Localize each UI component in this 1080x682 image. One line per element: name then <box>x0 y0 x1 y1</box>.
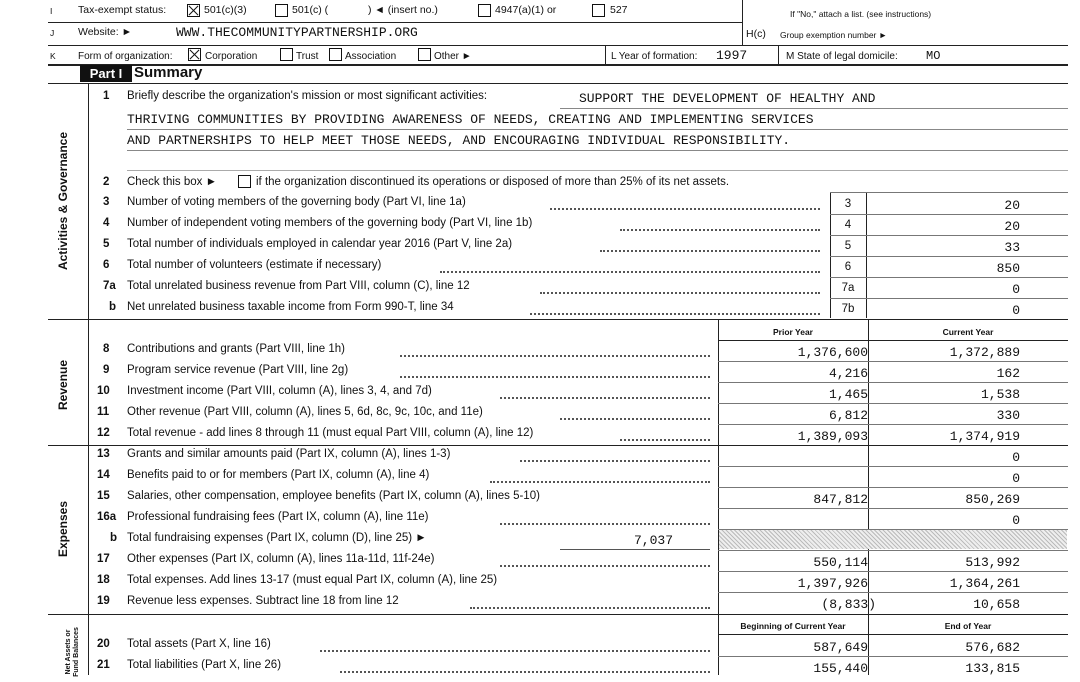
line-number: 11 <box>97 406 110 418</box>
current-value: 850,269 <box>965 492 1020 507</box>
dot-leader <box>620 439 710 441</box>
dot-leader <box>470 607 710 609</box>
box-number: 7a <box>841 282 855 294</box>
divider <box>778 46 779 64</box>
section-divider <box>48 445 1068 446</box>
line-2-text: if the organization discontinued its operations or disposed of more than 25% of its net assets. <box>256 176 730 188</box>
fundraising-inline-value: 7,037 <box>634 533 674 548</box>
prior-value: 1,465 <box>828 387 868 402</box>
row-label: Total fundraising expenses (Part IX, column (D), line 25) ► <box>127 532 427 544</box>
dot-leader <box>400 355 710 357</box>
line-number: b <box>109 301 117 313</box>
year-formation-label: L Year of formation: <box>611 51 698 62</box>
current-value: 0 <box>1012 513 1020 528</box>
opt-4947-label: 4947(a)(1) or <box>495 4 557 16</box>
checkbox-other[interactable] <box>418 48 431 61</box>
divider <box>718 571 1068 572</box>
divider <box>830 214 1068 215</box>
line-number: 4 <box>103 217 110 229</box>
tax-exempt-label: Tax-exempt status: <box>78 4 167 16</box>
mission-underline <box>127 150 1068 151</box>
line-number: 10 <box>97 385 110 397</box>
box-number: 4 <box>844 219 852 231</box>
line-number: 3 <box>103 196 110 208</box>
checkbox-corporation[interactable] <box>188 48 201 61</box>
row-label: Benefits paid to or for members (Part IX, column (A), line 4) <box>127 469 430 481</box>
value: 20 <box>1004 219 1020 234</box>
current-value: 0 <box>1012 471 1020 486</box>
prior-value: 550,114 <box>813 555 868 570</box>
prior-value: 4,216 <box>828 366 868 381</box>
row-k-letter: K <box>50 51 56 61</box>
current-value: 576,682 <box>965 640 1020 655</box>
prior-value: 1,389,093 <box>797 429 868 444</box>
current-value: 1,364,261 <box>949 576 1020 591</box>
section-divider <box>48 319 1068 320</box>
line-number: 16a <box>97 511 117 523</box>
row-label: Revenue less expenses. Subtract line 18 from line 12 <box>127 595 399 607</box>
divider <box>718 361 1068 362</box>
trust-label: Trust <box>296 51 319 62</box>
dot-leader <box>600 250 820 252</box>
dot-leader <box>340 671 710 673</box>
opt-501c3-label: 501(c)(3) <box>204 4 247 16</box>
value: 20 <box>1004 198 1020 213</box>
line-number: 12 <box>97 427 110 439</box>
opt-527-label: 527 <box>610 4 628 16</box>
row-label: Total expenses. Add lines 13-17 (must equal Part IX, column (A), line 25) <box>127 574 498 586</box>
row-label: Investment income (Part VIII, column (A), lines 3, 4, and 7d) <box>127 385 432 397</box>
current-value: 513,992 <box>965 555 1020 570</box>
divider <box>48 22 743 23</box>
dot-leader <box>320 650 710 652</box>
divider <box>718 508 1068 509</box>
website-value[interactable]: WWW.THECOMMUNITYPARTNERSHIP.ORG <box>176 25 418 40</box>
divider <box>830 192 1068 193</box>
hc-label: H(c) <box>746 28 766 40</box>
value: 850 <box>996 261 1020 276</box>
section-rule <box>88 84 89 675</box>
row-i-letter: I <box>50 6 53 16</box>
prior-year-header: Prior Year <box>772 327 813 337</box>
opt-501c-insert-label: ) ◄ (insert no.) <box>368 4 438 16</box>
website-label: Website: ► <box>78 26 132 38</box>
dot-leader <box>500 565 710 567</box>
row-label: Professional fundraising fees (Part IX, column (A), line 11e) <box>127 511 429 523</box>
divider <box>830 235 1068 236</box>
line-number: 14 <box>97 469 110 481</box>
dot-leader <box>520 460 710 462</box>
dot-leader <box>440 271 820 273</box>
state-domicile-label: M State of legal domicile: <box>786 51 898 62</box>
value: 0 <box>1012 282 1020 297</box>
shaded-cell <box>719 530 1067 549</box>
current-value: 1,374,919 <box>949 429 1020 444</box>
checkbox-association[interactable] <box>329 48 342 61</box>
side-label-net-assets: Net Assets or Fund Balances <box>65 627 80 677</box>
box-number: 3 <box>844 198 852 210</box>
opt-501c-label: 501(c) ( <box>292 4 329 16</box>
current-value: 0 <box>1012 450 1020 465</box>
side-label-expenses: Expenses <box>56 500 70 558</box>
divider <box>830 277 1068 278</box>
line-number: 15 <box>97 490 110 502</box>
value: 33 <box>1004 240 1020 255</box>
mission-text-1: SUPPORT THE DEVELOPMENT OF HEALTHY AND <box>579 91 876 106</box>
line-number: b <box>110 532 118 544</box>
prior-value: 1,376,600 <box>797 345 868 360</box>
form-of-org-label: Form of organization: <box>78 51 173 62</box>
side-label-revenue: Revenue <box>56 359 70 411</box>
checkbox-trust[interactable] <box>280 48 293 61</box>
row-label: Total assets (Part X, line 16) <box>127 638 271 650</box>
mission-prompt: Briefly describe the organization's mission or most significant activities: <box>127 90 488 102</box>
dot-leader <box>550 208 820 210</box>
line-number: 20 <box>97 638 110 650</box>
mission-underline <box>127 170 1068 171</box>
row-label: Other revenue (Part VIII, column (A), lines 5, 6d, 8c, 9c, 10c, and 11e) <box>127 406 483 418</box>
current-value: 10,658 <box>973 597 1020 612</box>
divider <box>742 0 743 45</box>
mission-text-2: THRIVING COMMUNITIES BY PROVIDING AWARENESS OF NEEDS, CREATING AND IMPLEMENTING SERVICES <box>127 112 814 127</box>
divider <box>48 83 1068 84</box>
mission-underline <box>127 129 1068 130</box>
row-label: Net unrelated business taxable income from Form 990-T, line 34 <box>127 301 454 313</box>
inline-underline <box>560 549 710 550</box>
current-value: 330 <box>996 408 1020 423</box>
prior-value: (8,833) <box>821 597 876 612</box>
column-rule <box>830 192 831 318</box>
line-number: 21 <box>97 659 110 671</box>
checkbox-501c[interactable] <box>275 4 288 17</box>
section-divider <box>48 614 1068 615</box>
box-number: 6 <box>844 261 852 273</box>
prior-value: 1,397,926 <box>797 576 868 591</box>
line-number: 7a <box>103 280 116 292</box>
dot-leader <box>490 481 710 483</box>
current-value: 1,538 <box>980 387 1020 402</box>
checkbox-527[interactable] <box>592 4 605 17</box>
line-number: 6 <box>103 259 110 271</box>
mission-underline <box>560 108 1068 109</box>
beginning-year-header: Beginning of Current Year <box>740 621 846 631</box>
line-number: 17 <box>97 553 110 565</box>
divider <box>718 550 1068 551</box>
row-label: Total liabilities (Part X, line 26) <box>127 659 282 671</box>
current-year-header: Current Year <box>942 327 994 337</box>
checkbox-4947[interactable] <box>478 4 491 17</box>
divider <box>718 340 1068 341</box>
dot-leader <box>530 313 820 315</box>
divider <box>718 382 1068 383</box>
line-number: 18 <box>97 574 110 586</box>
current-value: 162 <box>996 366 1020 381</box>
line-number: 9 <box>103 364 110 376</box>
divider <box>830 256 1068 257</box>
divider <box>830 298 1068 299</box>
mission-text-3: AND PARTNERSHIPS TO HELP MEET THOSE NEEDS, AND ENCOURAGING INDIVIDUAL RESPONSIBILITY. <box>127 133 791 148</box>
row-label: Number of independent voting members of the governing body (Part VI, line 1b) <box>127 217 533 229</box>
side-label-governance: Activities & Governance <box>56 131 70 271</box>
divider <box>48 45 1068 46</box>
dot-leader <box>620 229 820 231</box>
prior-value: 155,440 <box>813 661 868 676</box>
current-value: 1,372,889 <box>949 345 1020 360</box>
row-label: Total revenue - add lines 8 through 11 (must equal Part VIII, column (A), line 12) <box>127 427 534 439</box>
state-domicile-value: MO <box>926 49 941 63</box>
row-label: Other expenses (Part IX, column (A), lines 11a-11d, 11f-24e) <box>127 553 435 565</box>
divider <box>718 487 1068 488</box>
divider <box>605 46 606 64</box>
row-label: Program service revenue (Part VIII, line 2g) <box>127 364 349 376</box>
divider <box>718 656 1068 657</box>
row-j-letter: J <box>50 28 55 38</box>
part-label: Part I <box>80 65 132 82</box>
year-formation-value: 1997 <box>716 48 748 63</box>
association-label: Association <box>345 51 397 62</box>
divider <box>718 466 1068 467</box>
row-label: Number of voting members of the governing body (Part VI, line 1a) <box>127 196 466 208</box>
dot-leader <box>500 397 710 399</box>
group-exemption-label: Group exemption number ► <box>780 30 888 40</box>
dot-leader <box>500 523 710 525</box>
row-label: Total unrelated business revenue from Part VIII, column (C), line 12 <box>127 280 470 292</box>
divider <box>718 592 1068 593</box>
attach-list-note: If "No," attach a list. (see instructions) <box>790 9 932 19</box>
end-year-header: End of Year <box>944 621 992 631</box>
prior-value: 587,649 <box>813 640 868 655</box>
box-number: 7b <box>841 303 855 315</box>
line-number: 1 <box>103 90 110 102</box>
column-rule <box>866 192 867 318</box>
dot-leader <box>560 418 710 420</box>
dot-leader <box>400 376 710 378</box>
line-number: 2 <box>103 176 110 188</box>
row-label: Total number of volunteers (estimate if necessary) <box>127 259 382 271</box>
current-value: 133,815 <box>965 661 1020 676</box>
line-number: 8 <box>103 343 110 355</box>
line-number: 5 <box>103 238 110 250</box>
line-2-pre: Check this box ► <box>127 176 218 188</box>
corporation-label: Corporation <box>205 51 258 62</box>
other-label: Other ► <box>434 51 472 62</box>
divider <box>718 403 1068 404</box>
prior-value: 6,812 <box>828 408 868 423</box>
row-label: Contributions and grants (Part VIII, line 1h) <box>127 343 345 355</box>
box-number: 5 <box>844 240 852 252</box>
prior-value: 847,812 <box>813 492 868 507</box>
row-label: Grants and similar amounts paid (Part IX, column (A), lines 1-3) <box>127 448 451 460</box>
dot-leader <box>540 292 820 294</box>
divider <box>718 424 1068 425</box>
divider <box>718 634 1068 635</box>
value: 0 <box>1012 303 1020 318</box>
row-label: Salaries, other compensation, employee benefits (Part IX, column (A), lines 5-10) <box>127 490 540 502</box>
checkbox-501c3[interactable] <box>187 4 200 17</box>
checkbox-discontinued[interactable] <box>238 175 251 188</box>
line-number: 13 <box>97 448 110 460</box>
line-number: 19 <box>97 595 110 607</box>
row-label: Total number of individuals employed in calendar year 2016 (Part V, line 2a) <box>127 238 513 250</box>
part-title: Summary <box>134 64 203 81</box>
